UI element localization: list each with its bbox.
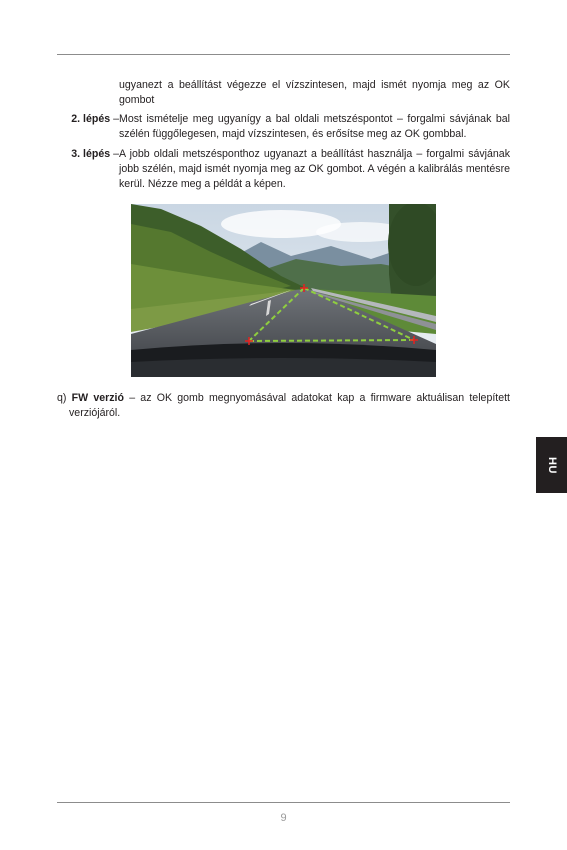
fw-version-title: FW verzió [71,392,124,404]
language-tab [536,437,567,493]
step-2 [57,112,510,142]
header-rule [57,54,510,55]
continuation-text: ugyanezt a beállítást végezze el vízszintesen, majd ismét nyomja meg az OK gombot [119,79,510,106]
item-marker: q) [57,392,67,404]
calibration-example-photo [131,204,436,377]
step-3-text: A jobb oldali metszésponthoz ugyanazt a beállítást használja – forgalmi sávjának jobb szélén, majd ismét nyomja meg az OK gombot. A végén a kalibrálás mentésre kerül. Nézze meg a példát a képen. [119,148,510,190]
language-tab-label: HU [545,456,558,474]
footer-rule [57,802,510,803]
fw-version-text-1: – az OK gomb megnyomásával adatokat kap a firmware aktuálisan telepített [123,392,510,404]
step-3 [57,147,510,192]
step-2-text: Most ismételje meg ugyanígy a bal oldali metszéspontot – forgalmi sávjának bal szélén függőlegesen, majd vízszintesen, és erősítse meg az OK gombbal. [119,113,510,140]
fw-version-text-2: verziójáról. [69,407,121,419]
step-3-label: 3. lépés – [71,148,119,160]
fw-version-item [57,391,510,421]
page-number: 9 [280,812,287,824]
step-2-label: 2. lépés – [71,113,119,125]
fw-version-line-1 [57,391,510,406]
